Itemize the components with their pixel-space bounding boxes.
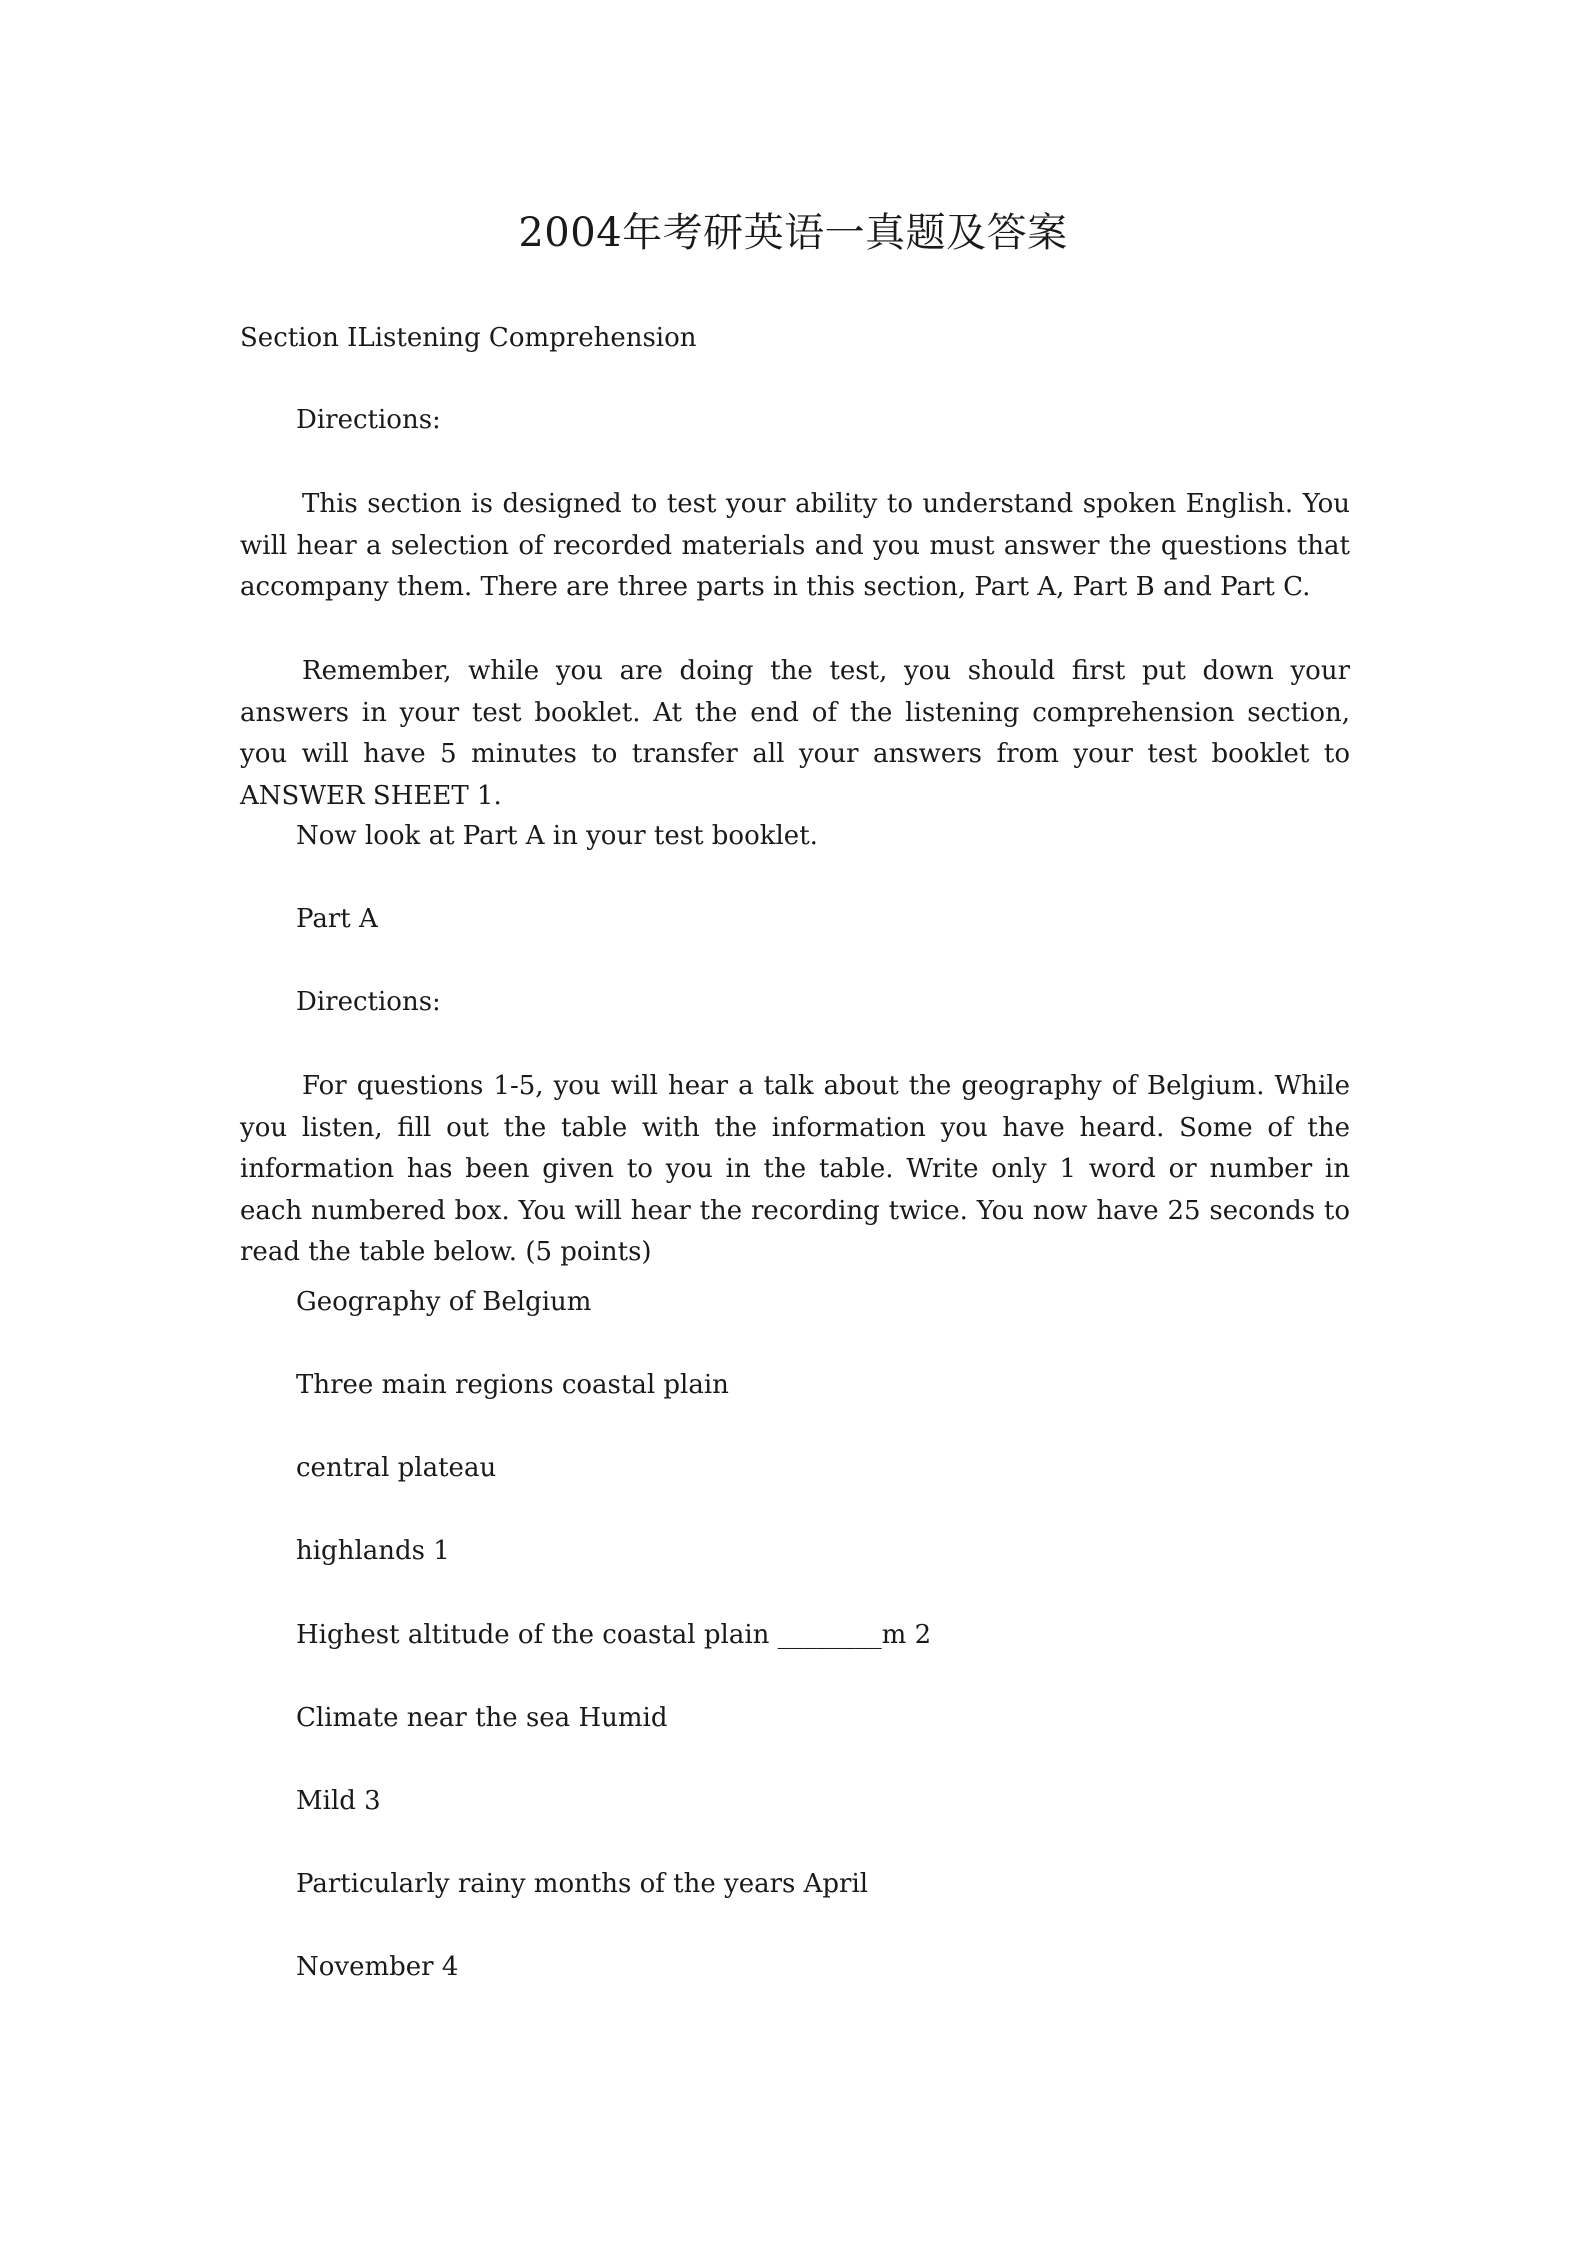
table-line: highlands 1: [296, 1536, 450, 1566]
look-part-a-text: Now look at Part A in your test booklet.: [296, 821, 818, 851]
directions-label: Directions:: [296, 405, 441, 435]
remember-paragraph: Remember, while you are doing the test, you should first put down your answers in your test booklet. At the end of the listening comprehension section, you will have 5 minutes to transfer all your answers from your test booklet to ANSWER SHEET 1.: [240, 656, 1350, 811]
table-line: Highest altitude of the coastal plain ________m 2: [296, 1620, 932, 1650]
section-heading: Section IListening Comprehension: [240, 323, 697, 353]
table-line: Three main regions coastal plain: [296, 1370, 729, 1400]
document-title: 2004年考研英语一真题及答案: [518, 210, 1068, 256]
part-a-label: Part A: [296, 904, 378, 934]
table-line: central plateau: [296, 1453, 497, 1483]
table-line: Particularly rainy months of the years April: [296, 1869, 869, 1899]
table-line: November 4: [296, 1952, 459, 1982]
table-line: Climate near the sea Humid: [296, 1703, 668, 1733]
table-line: Geography of Belgium: [296, 1287, 592, 1317]
part-a-directions-label: Directions:: [296, 987, 441, 1017]
table-line: Mild 3: [296, 1786, 381, 1816]
part-a-paragraph: For questions 1-5, you will hear a talk about the geography of Belgium. While you listen, fill out the table with the information you have heard. Some of the information has been given to you in the table. Write only 1 word or number in each numbered box. You will hear the recording twice. You now have 25 seconds to read the table below. (5 points): [240, 1071, 1350, 1267]
intro-paragraph: This section is designed to test your ability to understand spoken English. You will hear a selection of recorded materials and you must answer the questions that accompany them. There are three parts in this section, Part A, Part B and Part C.: [240, 489, 1350, 602]
